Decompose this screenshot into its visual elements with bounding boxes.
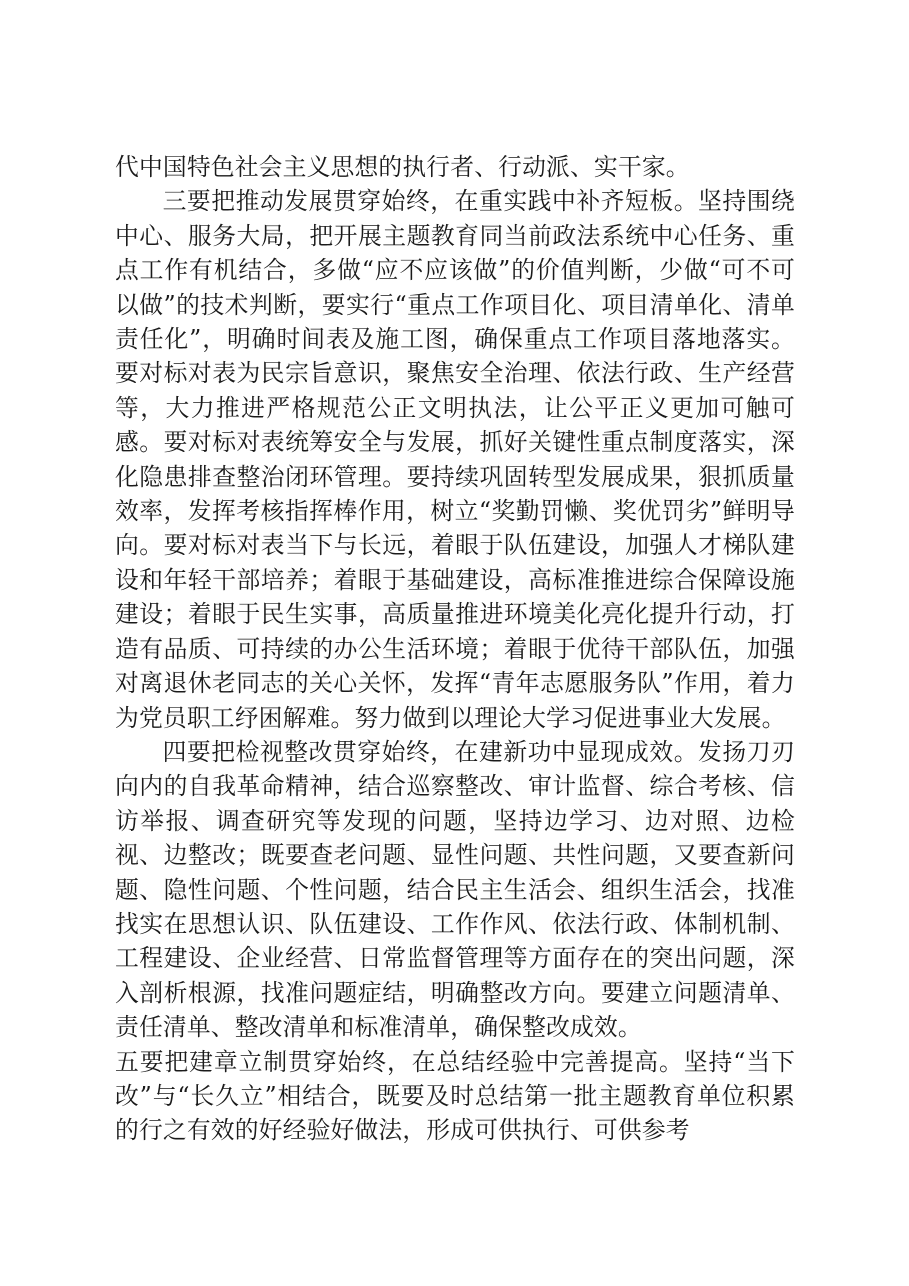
paragraph-3: 四要把检视整改贯穿始终，在建新功中显现成效。发扬刀刃向内的自我革命精神，结合巡察整改、审计监督、综合考核、信访举报、调查研究等发现的问题，坚持边学习、边对照、边检视、边整改；既要查老问题、显性问题、共性问题，又要查新问题、隐性问题、个性问题，结合民主生活会、组织生活会，找准找实在思想认识、队伍建设、工作作风、依法行政、体制机制、工程建设、企业经营、日常监督管理等方面存在的突出问题，深入剖析根源，找准问题症结，明确整改方向。要建立问题清单、责任清单、整改清单和标准清单，确保整改成效。 [115,737,795,1042]
paragraph-2: 三要把推动发展贯穿始终，在重实践中补齐短板。坚持围绕中心、服务大局，把开展主题教育同当前政法系统中心任务、重点工作有机结合，多做“应不应该做”的价值判断，少做“可不可以做”的技术判断，要实行“重点工作项目化、项目清单化、清单责任化”，明确时间表及施工图，确保重点工作项目落地落实。要对标对表为民宗旨意识，聚焦安全治理、依法行政、生产经营等，大力推进严格规范公正文明执法，让公平正义更加可触可感。要对标对表统筹安全与发展，抓好关键性重点制度落实，深化隐患排查整治闭环管理。要持续巩固转型发展成果，狠抓质量效率，发挥考核指挥棒作用，树立“奖勤罚懒、奖优罚劣”鲜明导向。要对标对表当下与长远，着眼于队伍建设，加强人才梯队建设和年轻干部培养；着眼于基础建设，高标准推进综合保障设施建设；着眼于民生实事，高质量推进环境美化亮化提升行动，打造有品质、可持续的办公生活环境；着眼于优待干部队伍，加强对离退休老同志的关心关怀，发挥“青年志愿服务队”作用，着力为党员职工纾困解难。努力做到以理论大学习促进事业大发展。 [115,187,795,732]
document-body [115,150,795,1148]
paragraph-4: 五要把建章立制贯穿始终，在总结经验中完善提高。坚持“当下改”与“长久立”相结合，既要及时总结第一批主题教育单位积累的行之有效的好经验好做法，形成可供执行、可供参考 [115,1047,795,1145]
paragraph-1: 代中国特色社会主义思想的执行者、行动派、实干家。 [115,153,690,181]
